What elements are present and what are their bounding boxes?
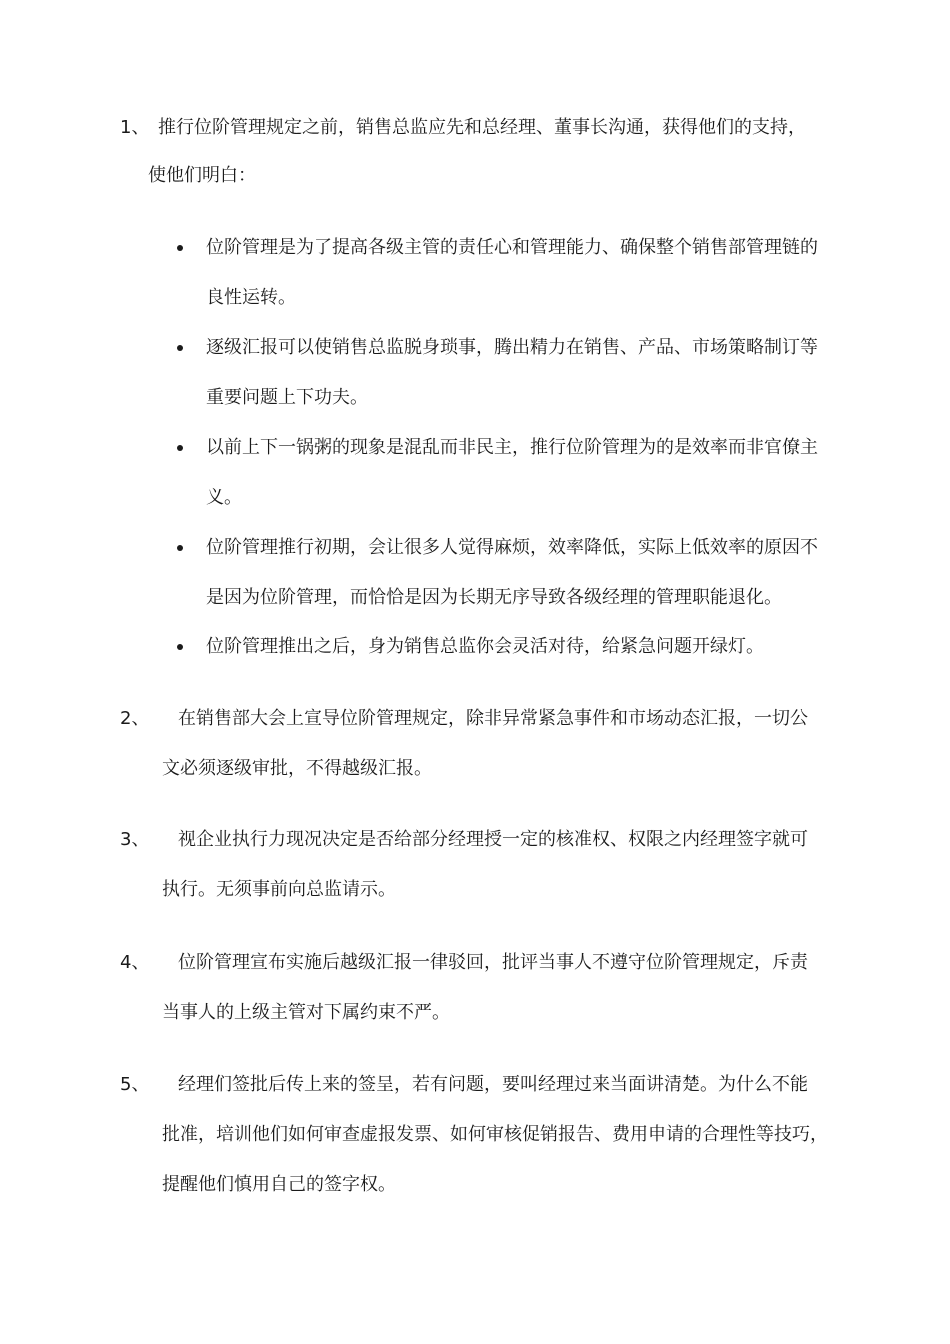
item-text-line: 文必须逐级审批，不得越级汇报。 <box>162 758 432 779</box>
item-text-line: 提醒他们慎用自己的签字权。 <box>162 1174 396 1195</box>
item-text-line: 使他们明白： <box>148 165 256 186</box>
item-text-line: 在销售部大会上宣导位阶管理规定，除非异常紧急事件和市场动态汇报，一切公 <box>178 708 808 729</box>
bullet-dot <box>177 445 183 451</box>
item-number: 4、 <box>120 952 150 973</box>
item-number: 3、 <box>120 829 150 850</box>
bullet-text-line: 重要问题上下功夫。 <box>206 387 368 408</box>
bullet-dot <box>177 345 183 351</box>
item-text-line: 推行位阶管理规定之前，销售总监应先和总经理、董事长沟通，获得他们的支持， <box>158 117 806 138</box>
item-number: 2、 <box>120 708 150 729</box>
item-text-line: 视企业执行力现况决定是否给部分经理授一定的核准权、权限之内经理签字就可 <box>178 829 808 850</box>
item-number: 1、 <box>120 117 150 138</box>
bullet-dot <box>177 644 183 650</box>
item-text-line: 执行。无须事前向总监请示。 <box>162 879 396 900</box>
bullet-text-line: 逐级汇报可以使销售总监脱身琐事，腾出精力在销售、产品、市场策略制订等 <box>206 337 818 358</box>
bullet-text-line: 位阶管理推行初期，会让很多人觉得麻烦，效率降低，实际上低效率的原因不 <box>206 537 818 558</box>
bullet-text-line: 位阶管理推出之后，身为销售总监你会灵活对待，给紧急问题开绿灯。 <box>206 636 764 657</box>
item-text-line: 经理们签批后传上来的签呈，若有问题，要叫经理过来当面讲清楚。为什么不能 <box>178 1074 808 1095</box>
item-number: 5、 <box>120 1074 150 1095</box>
bullet-dot <box>177 245 183 251</box>
bullet-text-line: 义。 <box>206 487 242 508</box>
bullet-dot <box>177 545 183 551</box>
item-text-line: 批准，培训他们如何审查虚报发票、如何审核促销报告、费用申请的合理性等技巧， <box>162 1124 828 1145</box>
bullet-text-line: 位阶管理是为了提高各级主管的责任心和管理能力、确保整个销售部管理链的 <box>206 237 818 258</box>
item-text-line: 位阶管理宣布实施后越级汇报一律驳回，批评当事人不遵守位阶管理规定，斥责 <box>178 952 808 973</box>
item-text-line: 当事人的上级主管对下属约束不严。 <box>162 1002 450 1023</box>
bullet-text-line: 良性运转。 <box>206 287 296 308</box>
bullet-text-line: 以前上下一锅粥的现象是混乱而非民主，推行位阶管理为的是效率而非官僚主 <box>206 437 818 458</box>
bullet-text-line: 是因为位阶管理，而恰恰是因为长期无序导致各级经理的管理职能退化。 <box>206 587 782 608</box>
